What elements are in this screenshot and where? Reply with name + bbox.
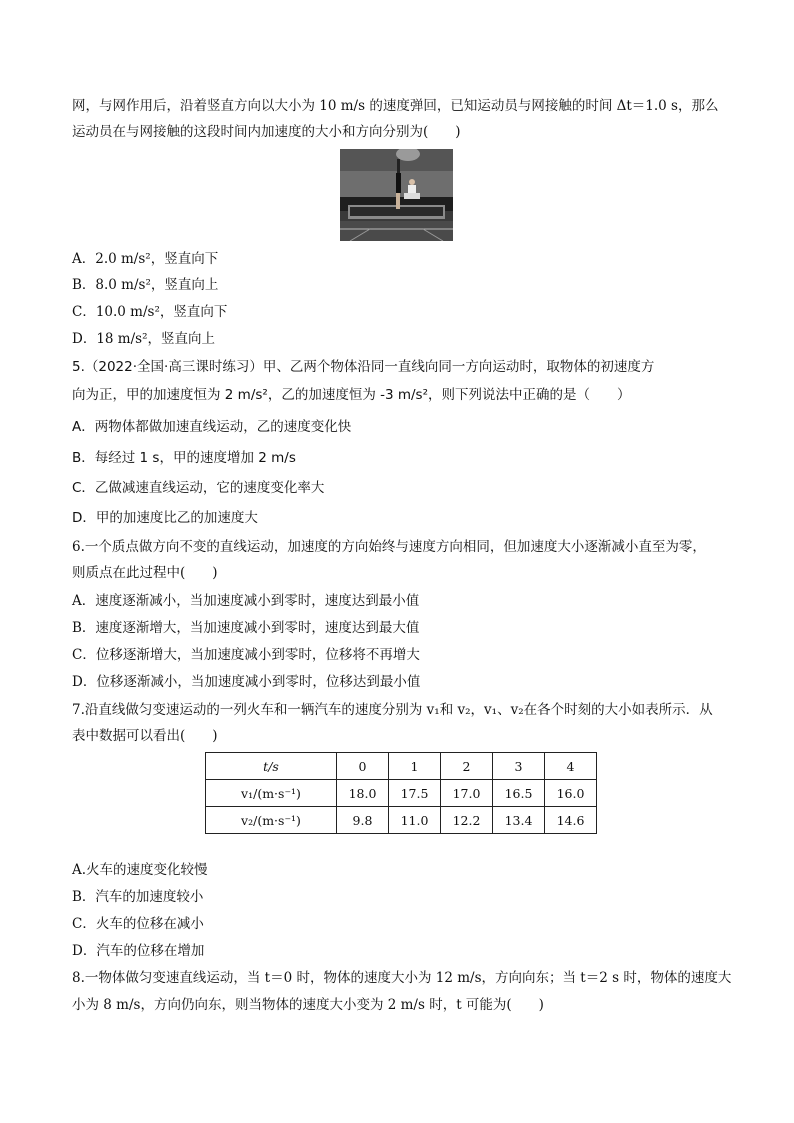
table-cell: 17.5 — [389, 780, 441, 807]
q6-option-b: B．速度逐渐增大，当加速度减小到零时，速度达到最大值 — [72, 620, 420, 636]
q7-stem-line2: 表中数据可以看出( ) — [72, 728, 218, 744]
q5-option-a: A．两物体都做加速直线运动，乙的速度变化快 — [72, 419, 352, 435]
trampoline-photo — [340, 149, 453, 241]
q6-stem-line2: 则质点在此过程中( ) — [72, 565, 218, 581]
table-cell: 9.8 — [337, 807, 389, 834]
table-cell: 13.4 — [493, 807, 545, 834]
q6-option-a: A．速度逐渐减小，当加速度减小到零时，速度达到最小值 — [72, 593, 420, 609]
table-cell: v₁/(m·s⁻¹) — [206, 780, 337, 807]
table-cell: 18.0 — [337, 780, 389, 807]
q6-option-d: D．位移逐渐减小，当加速度减小到零时，位移达到最小值 — [72, 674, 421, 690]
q7-option-c: C．火车的位移在减小 — [72, 916, 204, 932]
q5-stem-line2: 向为正，甲的加速度恒为 2 m/s²，乙的加速度恒为 -3 m/s²，则下列说法中正确的是（ ） — [72, 387, 631, 403]
table-header-cell: 3 — [493, 753, 545, 780]
table-cell: 16.5 — [493, 780, 545, 807]
q7-option-a: A.火车的速度变化较慢 — [72, 862, 208, 878]
table-cell: 16.0 — [545, 780, 597, 807]
table-cell: v₂/(m·s⁻¹) — [206, 807, 337, 834]
table-cell: 17.0 — [441, 780, 493, 807]
q4-option-c: C．10.0 m/s²，竖直向下 — [72, 304, 228, 320]
table-cell: 14.6 — [545, 807, 597, 834]
table-cell: 12.2 — [441, 807, 493, 834]
table-header-cell: 2 — [441, 753, 493, 780]
q5-stem-line1: 5.（2022·全国·高三课时练习）甲、乙两个物体沿同一直线向同一方向运动时，取物体的初速度方 — [72, 359, 655, 375]
q7-option-d: D．汽车的位移在增加 — [72, 943, 205, 959]
velocity-table — [205, 752, 597, 834]
q6-option-c: C．位移逐渐增大，当加速度减小到零时，位移将不再增大 — [72, 647, 420, 663]
table-row — [206, 780, 597, 807]
q5-option-d: D．甲的加速度比乙的加速度大 — [72, 510, 258, 526]
table-header-cell: 1 — [389, 753, 441, 780]
q5-option-b: B．每经过 1 s，甲的速度增加 2 m/s — [72, 450, 296, 466]
q4-stem-line1: 网，与网作用后，沿着竖直方向以大小为 10 m/s 的速度弹回，已知运动员与网接触的时间 Δt＝1.0 s，那么 — [72, 98, 719, 114]
table-header-cell: 0 — [337, 753, 389, 780]
q4-option-a: A．2.0 m/s²，竖直向下 — [72, 251, 219, 267]
table-header-cell: 4 — [545, 753, 597, 780]
q7-stem-line1: 7.沿直线做匀变速运动的一列火车和一辆汽车的速度分别为 v₁和 v₂，v₁、v₂在各个时刻的大小如表所示．从 — [72, 702, 713, 718]
q8-stem-line1: 8.一物体做匀变速直线运动，当 t＝0 时，物体的速度大小为 12 m/s，方向向东；当 t＝2 s 时，物体的速度大 — [72, 970, 732, 986]
q4-option-b: B．8.0 m/s²，竖直向上 — [72, 277, 219, 293]
q8-stem-line2: 小为 8 m/s，方向仍向东，则当物体的速度大小变为 2 m/s 时，t 可能为( ) — [72, 997, 544, 1013]
q7-option-b: B．汽车的加速度较小 — [72, 889, 204, 905]
table-header-cell: t/s — [206, 753, 337, 780]
table-cell: 11.0 — [389, 807, 441, 834]
q5-option-c: C．乙做减速直线运动，它的速度变化率大 — [72, 480, 325, 496]
table-row — [206, 807, 597, 834]
q4-option-d: D．18 m/s²，竖直向上 — [72, 331, 215, 347]
q4-stem-line2: 运动员在与网接触的这段时间内加速度的大小和方向分别为( ) — [72, 124, 461, 140]
table-row — [206, 753, 597, 780]
q6-stem-line1: 6.一个质点做方向不变的直线运动，加速度的方向始终与速度方向相同，但加速度大小逐渐减小直至为零， — [72, 539, 706, 555]
